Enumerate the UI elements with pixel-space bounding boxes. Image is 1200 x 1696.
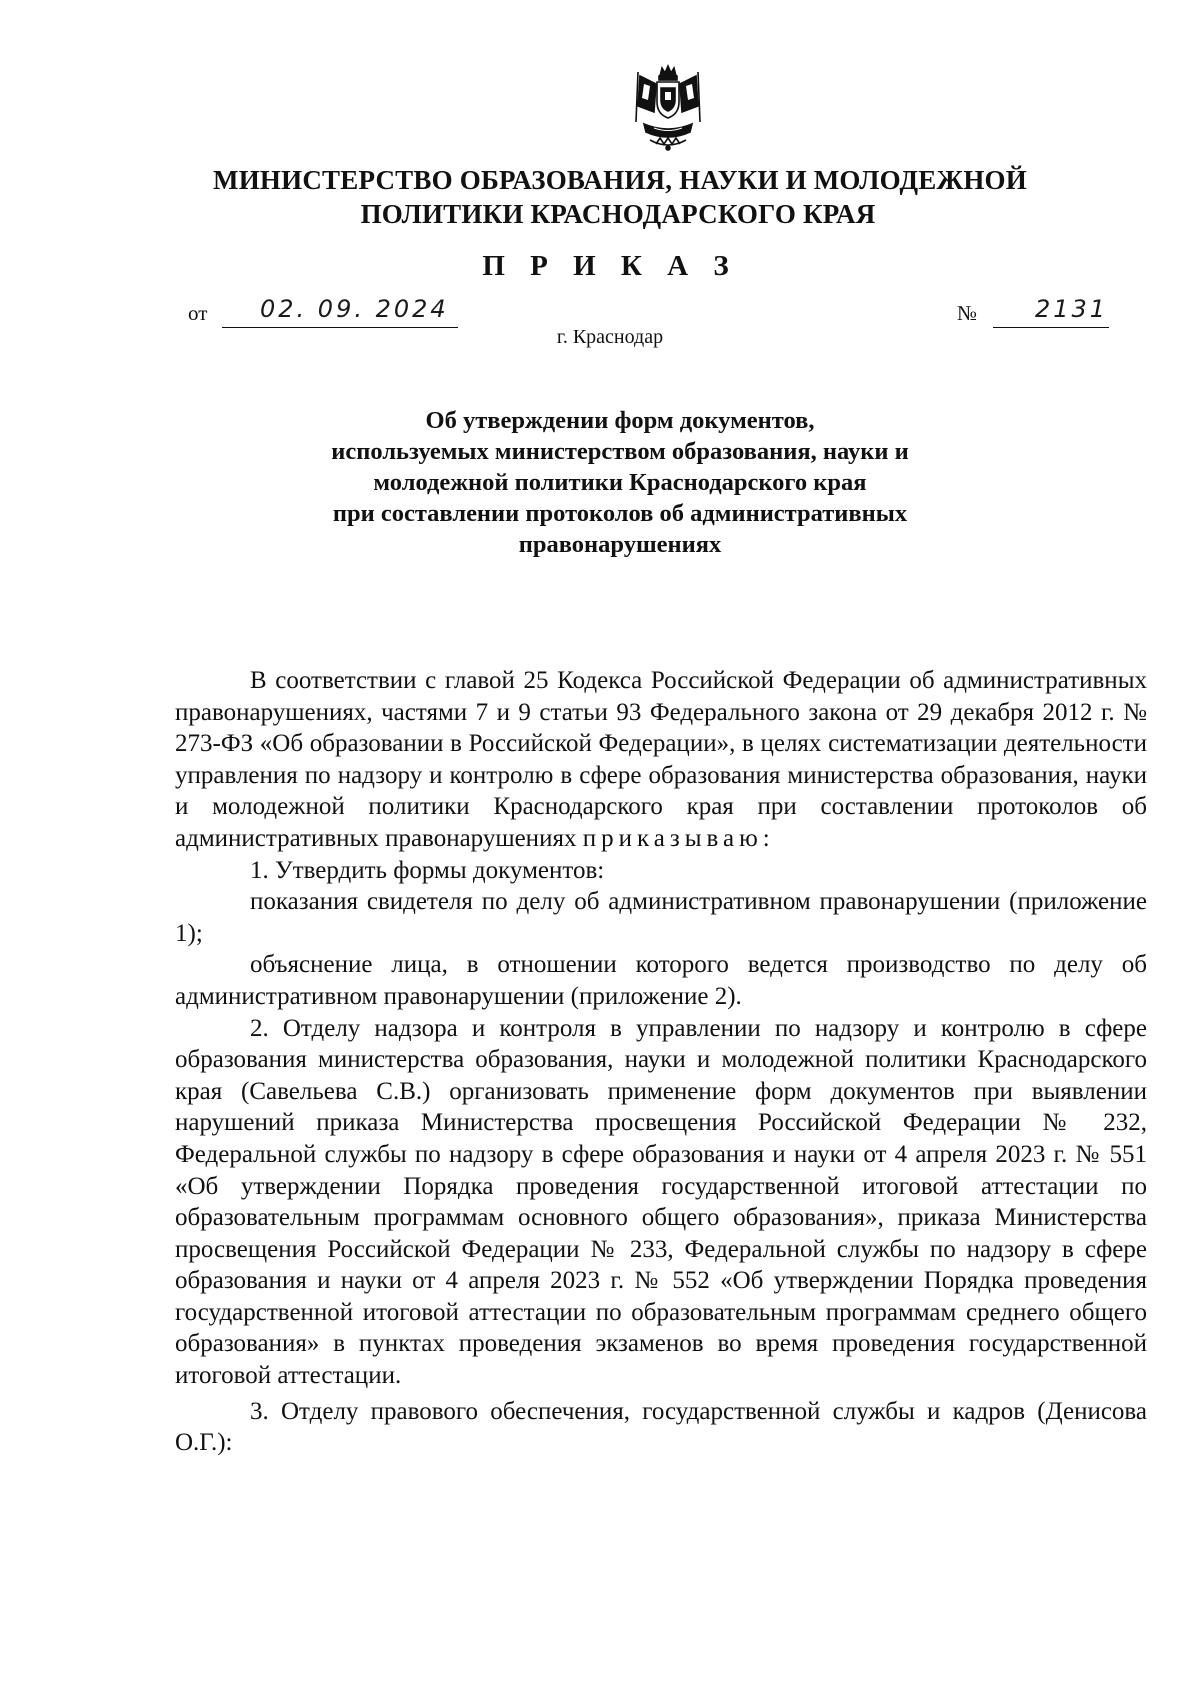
number-prefix-label: № — [957, 301, 978, 325]
item-1-paragraph: 1. Утвердить формы документов: — [250, 856, 605, 884]
document-type-heading: П Р И К А З — [482, 250, 738, 282]
title-line-5: правонарушениях — [518, 531, 722, 558]
title-line-4: при составлении протоколов об административных — [332, 500, 908, 527]
city-label: г. Краснодар — [556, 326, 664, 348]
ministry-name-line-1: МИНИСТЕРСТВО ОБРАЗОВАНИЯ, НАУКИ И МОЛОДЕЖНОЙ — [213, 165, 1027, 195]
title-line-3: молодежной политики Краснодарского края — [373, 469, 867, 496]
item-1-form-b: объяснение лица, в отношении которого ведется производство по делу об административном правонарушении (приложение 2). — [175, 951, 1147, 1010]
order-date-value: 02. 09. 2024 — [260, 295, 449, 323]
item-1-form-a: показания свидетеля по делу об административном правонарушении (приложение 1); — [175, 888, 1147, 947]
document-body — [175, 665, 1147, 1459]
document-title — [220, 405, 1020, 560]
preamble-paragraph — [175, 665, 1147, 855]
order-number-value: 2131 — [1035, 295, 1109, 323]
title-line-2: используемых министерством образования, науки и — [331, 438, 909, 465]
coat-of-arms-icon — [630, 62, 706, 152]
preamble-text: В соответствии с главой 25 Кодекса Российской Федерации об административных правонарушениях, частями 7 и 9 статьи 93 Федерального закона от 29 декабря 2012 г. № 273-ФЗ «Об образовании в Российской Федерации», в целях систематизации деятельности управления по надзору и контролю в сфере образования министерства образования, науки и молодежной политики Краснодарского края при составлении протоколов об административных правонарушениях — [175, 667, 1147, 852]
item-3-paragraph: 3. Отделу правового обеспечения, государственной службы и кадров (Денисова О.Г.): — [175, 1397, 1147, 1457]
title-line-1: Об утверждении форм документов, — [425, 407, 815, 434]
order-verb: приказываю — [582, 824, 763, 852]
item-2-paragraph: 2. Отделу надзора и контроля в управлении по надзору и контролю в сфере образования министерства образования, науки и молодежной политики Краснодарского края (Савельева С.В.) организовать применение форм документов при выявлении нарушений приказа Министерства просвещения Российской Федерации № 232, Федеральной службы по надзору в сфере образования и науки от 4 апреля 2023 г. № 551 «Об утверждении Порядка проведения государственной итоговой аттестации по образовательным программам основного общего образования», приказа Министерства просвещения Российской Федерации № 233, Федеральной службы по надзору в сфере образования и науки от 4 апреля 2023 г. № 552 «Об утверждении Порядка проведения государственной итоговой аттестации по образовательным программам среднего общего образования» в пунктах проведения экзаменов во время проведения государственной итоговой аттестации. — [175, 1014, 1147, 1390]
preamble-colon: : — [762, 824, 770, 852]
ministry-name-line-2: ПОЛИТИКИ КРАСНОДАРСКОГО КРАЯ — [360, 199, 876, 229]
date-prefix-label: от — [188, 301, 208, 325]
